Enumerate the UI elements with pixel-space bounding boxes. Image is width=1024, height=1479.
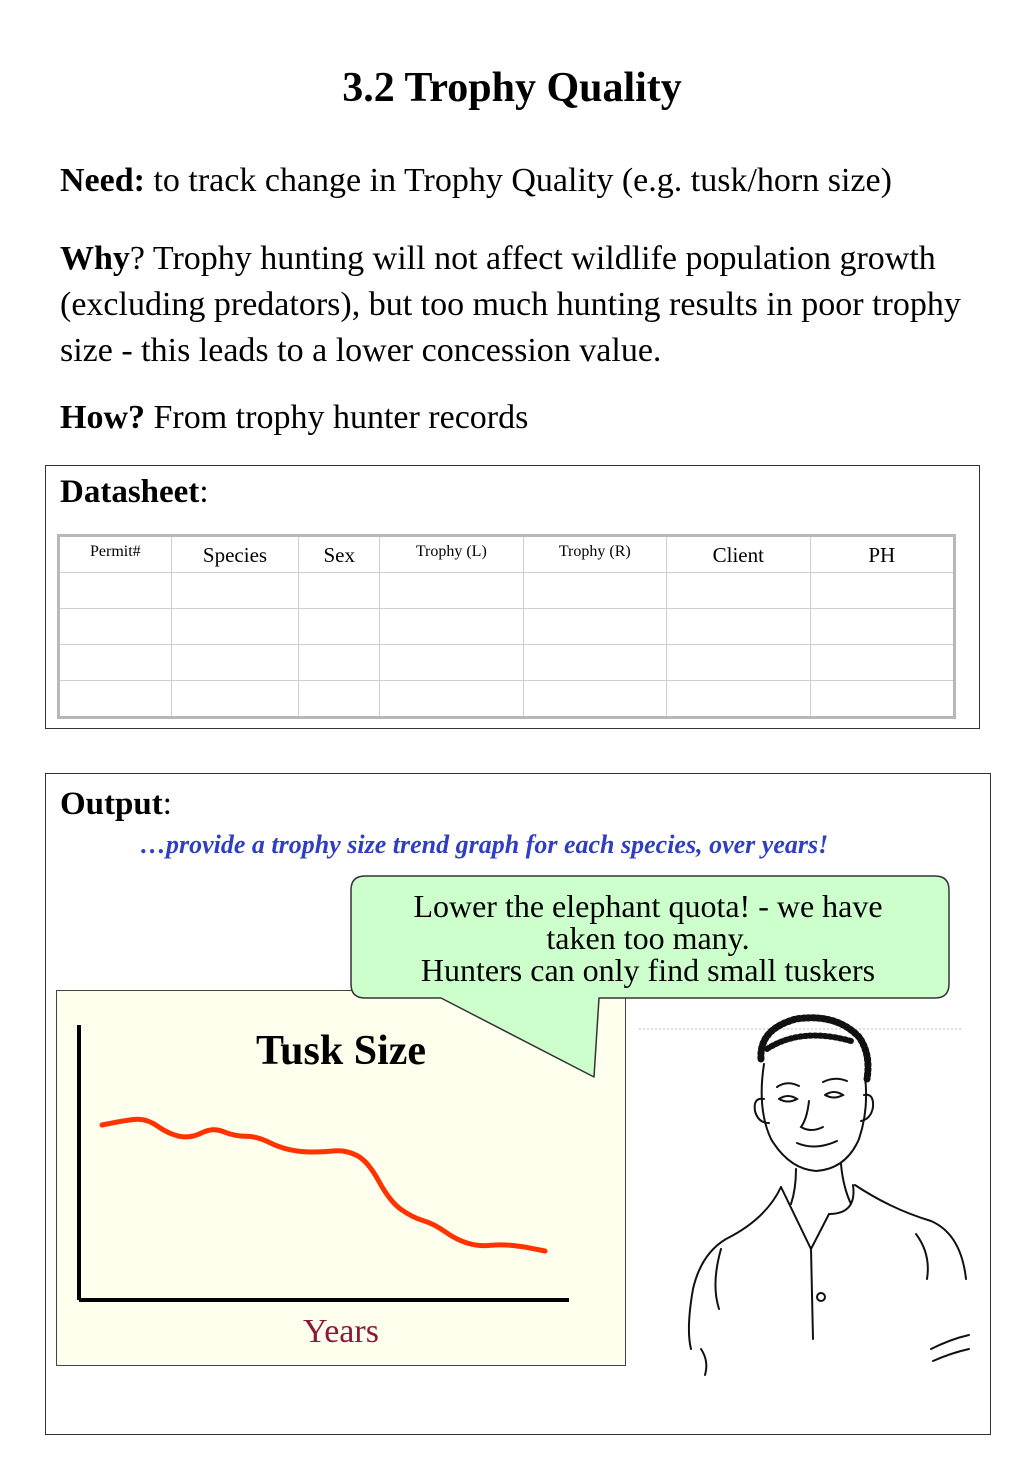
column-header-permit: Permit# (59, 536, 172, 573)
table-row (59, 573, 955, 609)
need-paragraph (60, 158, 1000, 204)
table-cell (523, 645, 666, 681)
output-heading-colon: : (162, 786, 172, 822)
table-cell (523, 681, 666, 718)
speech-bubble-line-2: taken too many. (546, 920, 750, 956)
how-text: From trophy hunter records (145, 399, 529, 436)
hair-outline (761, 1018, 868, 1079)
nose (801, 1101, 823, 1130)
person-illustration (631, 1009, 971, 1399)
neck-left (791, 1169, 796, 1204)
left-sleeve-fold (715, 1249, 721, 1309)
why-label: Why (60, 240, 130, 277)
chart-title: Tusk Size (255, 1028, 427, 1074)
datasheet-header-row (59, 536, 955, 573)
right-eyebrow (823, 1079, 847, 1082)
why-paragraph (60, 236, 1000, 374)
right-arm-line (931, 1335, 969, 1349)
column-header-trophy-left: Trophy (L) (380, 536, 523, 573)
output-box (45, 773, 991, 1435)
right-shoulder (855, 1185, 966, 1279)
table-row (59, 645, 955, 681)
need-text: to track change in Trophy Quality (e.g. tusk/horn size) (144, 162, 892, 199)
shirt-placket (811, 1249, 813, 1339)
table-cell (523, 609, 666, 645)
datasheet-box (45, 465, 980, 729)
neck-right (841, 1164, 851, 1204)
table-cell (380, 681, 523, 718)
output-subtitle: …provide a trophy size trend graph for each species, over years! (140, 830, 829, 859)
column-header-trophy-right: Trophy (R) (523, 536, 666, 573)
table-cell (171, 609, 299, 645)
table-cell (810, 681, 954, 718)
table-cell (810, 609, 954, 645)
table-cell (667, 645, 811, 681)
output-heading-text: Output (60, 786, 163, 822)
table-cell (380, 609, 523, 645)
left-arm-line (701, 1349, 706, 1375)
person-figure (689, 1018, 969, 1375)
mouth (797, 1141, 837, 1147)
x-axis-label: Years (303, 1313, 379, 1350)
table-cell (171, 573, 299, 609)
table-cell (59, 609, 172, 645)
column-header-species: Species (171, 536, 299, 573)
why-text: ? Trophy hunting will not affect wildlife population growth (excluding predators), but too much hunting results in poor trophy size - this leads to a lower concession value. (60, 240, 961, 369)
datasheet-heading (60, 474, 208, 511)
table-row (59, 609, 955, 645)
how-paragraph (60, 395, 1000, 441)
left-eyebrow (777, 1083, 799, 1087)
table-cell (171, 645, 299, 681)
table-cell (299, 681, 380, 718)
table-cell (299, 573, 380, 609)
right-eye (825, 1092, 843, 1098)
table-cell (299, 609, 380, 645)
how-label: How? (60, 399, 145, 436)
table-cell (59, 645, 172, 681)
table-cell (667, 681, 811, 718)
speech-bubble-text (350, 890, 946, 986)
table-cell (59, 681, 172, 718)
column-header-ph: PH (810, 536, 954, 573)
table-cell (59, 573, 172, 609)
table-cell (171, 681, 299, 718)
table-cell (667, 609, 811, 645)
column-header-sex: Sex (299, 536, 380, 573)
shirt-button (817, 1293, 825, 1301)
column-header-client: Client (667, 536, 811, 573)
datasheet-heading-colon: : (199, 474, 209, 510)
datasheet-heading-text: Datasheet (60, 474, 200, 510)
left-shoulder (689, 1187, 781, 1349)
table-cell (380, 645, 523, 681)
table-cell (810, 645, 954, 681)
datasheet-body (59, 573, 955, 718)
table-cell (299, 645, 380, 681)
face-outline (762, 1064, 866, 1171)
table-cell (667, 573, 811, 609)
left-collar (781, 1187, 829, 1249)
table-row (59, 681, 955, 718)
page-title: 3.2 Trophy Quality (342, 65, 682, 111)
table-cell (380, 573, 523, 609)
right-arm-line-2 (933, 1349, 969, 1361)
speech-bubble-line-1: Lower the elephant quota! - we have (413, 888, 883, 924)
left-eye (779, 1096, 797, 1102)
datasheet-table (57, 534, 956, 719)
right-sleeve-fold (916, 1234, 928, 1279)
speech-bubble-line-3: Hunters can only find small tuskers (420, 952, 876, 988)
table-cell (523, 573, 666, 609)
hair-top (767, 1036, 851, 1049)
need-label: Need: (60, 162, 145, 199)
table-cell (810, 573, 954, 609)
